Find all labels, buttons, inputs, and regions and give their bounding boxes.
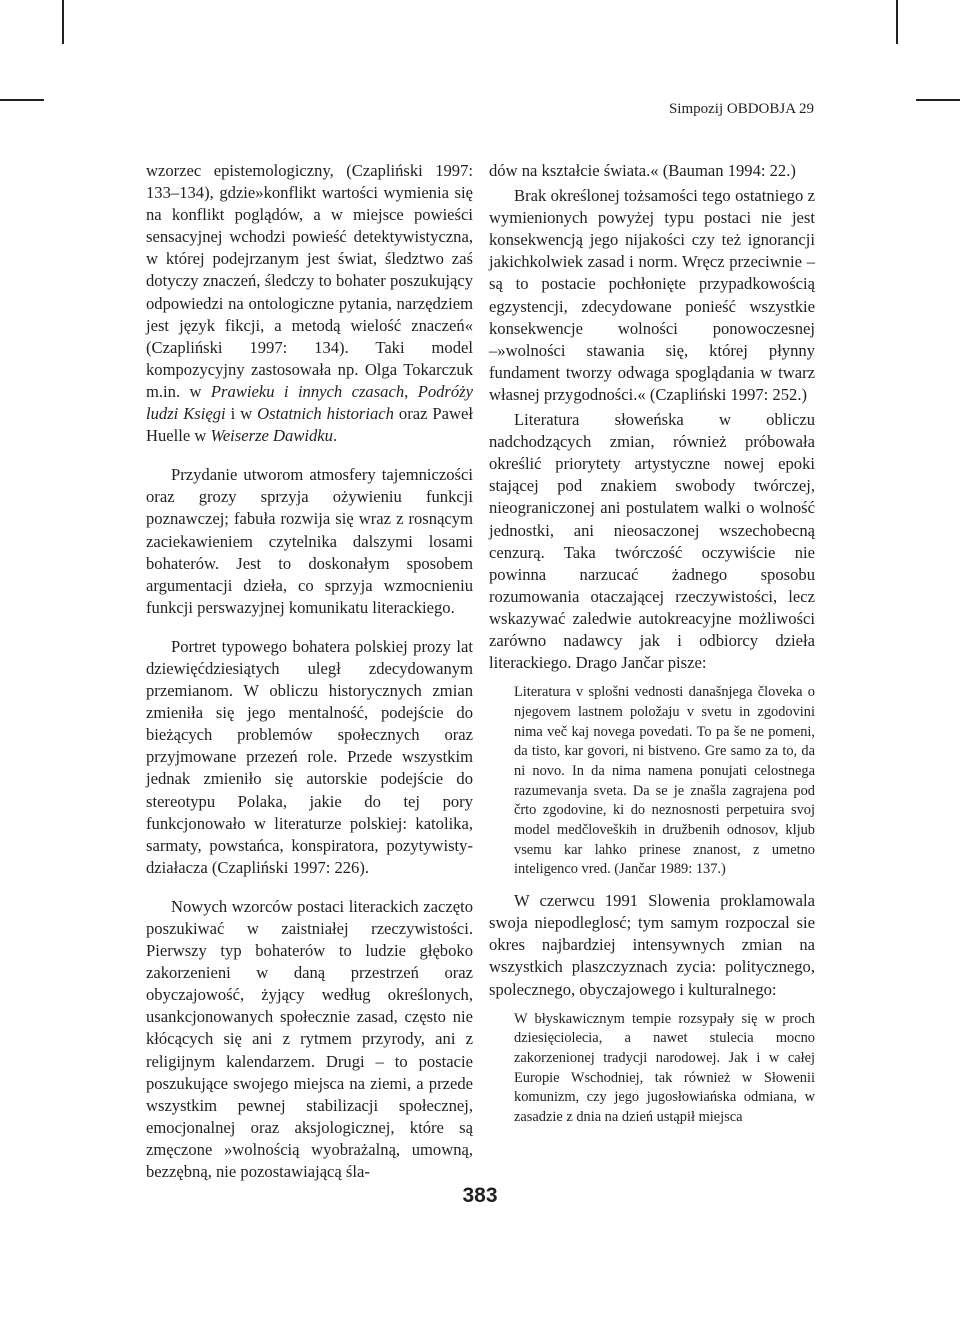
text-run: , bbox=[404, 381, 418, 401]
paragraph: Brak określonej tożsamości tego ostatniego z wymienionych powyżej typu postaci nie jest konsekwencją jego nijakości czy też ignorancji jakichkolwiek zasad i norm. Wręcz przeciwnie – są to postacie pochłonięte przypadkowością egzystencji, zdecydowane ponieść wszystkie konsekwencje wolności ponowoczesnej –»wolności stawania się, której płynny fundament tworzy odwaga spoglądania w twarz własnej przygodności.« (Czapliński 1997: 252.) bbox=[489, 186, 815, 404]
book-title: Ostatnich historiach bbox=[257, 404, 394, 424]
running-title: Simpozij OBDOBJA 29 bbox=[668, 101, 814, 117]
left-column bbox=[146, 160, 473, 1183]
paragraph bbox=[146, 160, 473, 447]
block-quote bbox=[514, 1010, 815, 1128]
book-title: Prawieku i innych czasach bbox=[210, 381, 405, 401]
paragraph: Portret typowego bohatera polskiej prozy lat dziewięćdziesiątych uległ zdecydowanym przemianom. W obliczu historycznych zmian zmieniła się jego mentalność, podejście do bieżących problemów społecznych oraz przyjmowane przezeń role. Przede wszystkim jednak zmieniło się autorskie podejście do stereotypu Polaka, jakie do tej pory funkcjonowało w literaturze polskiej: katolika, sarmaty, powstańca, konspiratora, pozytywisty-działacza (Czapliński 1997: 226). bbox=[146, 636, 473, 877]
block-quote bbox=[514, 683, 815, 880]
paragraph: W czerwcu 1991 Slowenia proklamowala swoja niepodleglosć; tym samym rozpoczal sie okres najbardziej intensywnych zmian na wszystkich plaszczyznach zycia: politycznego, spolecznego, obyczajowego i kulturalnego: bbox=[489, 891, 815, 999]
book-title: Weiserze Dawidku bbox=[210, 426, 333, 446]
quote-text: Literatura v splošni vednosti današnjega človeka o njegovem lastnem položaju v svetu in zgodovini nima več kaj novega povedati. To pa še ne pomeni, da tisto, kar govori, ni bistveno. Gre samo za to, da ni novo. In da nima namena ponujati celostnega razumevanja sveta. Da se je znašla zagrajena pod črto zgodovine, ki do neznosnosti perpetuira svoj model medčloveških in družbenih odnosov, kljub vsemu kar lahko prinese znanost, z umetno inteligenco vred. (Jančar 1989: 137.) bbox=[514, 684, 815, 878]
text-run: i w bbox=[225, 404, 258, 424]
crop-mark bbox=[0, 99, 44, 101]
paragraph: Literatura słoweńska w obliczu nadchodzących zmian, również próbowała określić priorytety artystyczne nowej epoki stającej pod znakiem swobody twórczej, nieograniczonej ani postulatem walki o wolność jednostki, ani nieosaczonej wszechobecną cenzurą. Taka twórczość oczywiście nie powinna narzucać żadnego sposobu rozumowania otaczającej rzeczywistości, lecz wskazywać zaledwie autokreacyjne możliwości zarówno nadawcy jak i odbiorcy dzieła literackiego. Drago Jančar pisze: bbox=[489, 410, 815, 673]
text-run: oraz Paweł Huelle w bbox=[146, 404, 473, 446]
crop-mark bbox=[916, 99, 960, 101]
text-run: . bbox=[332, 426, 338, 446]
right-column bbox=[489, 160, 815, 1138]
quote-text: W błyskawicznym tempie rozsypały się w proch dziesięciolecia, a nawet stulecia mocno zakorzenionej tradycji narodowej. Jak i w całej Europie Wschodniej, tak również w Słowenii komunizm, czy jego jugosłowiańska odmiana, w zasadzie z dnia na dzień ustąpił miejsca bbox=[514, 1010, 815, 1126]
book-title: Podróży ludzi Księgi bbox=[146, 381, 473, 424]
paragraph: dów na kształcie świata.« (Bauman 1994: 22.) bbox=[489, 161, 796, 180]
crop-mark bbox=[896, 0, 898, 44]
page-number: 383 bbox=[462, 1184, 498, 1207]
paragraph: Nowych wzorców postaci literackich zaczęto poszukiwać w zaistniałej rzeczywistości. Pierwszy typ bohaterów to ludzie głęboko zakorzenieni w daną przestrzeń oraz obyczajowość, żyjący według określonych, usankcjonowanych społecznie zasad, często nie kłócących się ani z rytmem przyrody, ani z religijnym kalendarzem. Drugi – to postacie poszukujące swojego miejsca na ziemi, a przede wszystkim pewnej stabilizacji społecznej, emocjonalnej oraz aksjologicznej, które są zmęczone »wolnością wyobrażalną, umowną, bezzębną, nie pozostawiającą śla- bbox=[146, 896, 473, 1182]
crop-mark bbox=[62, 0, 64, 44]
text-run: wzorzec epistemologiczny, (Czapliński 1997: 133–134), gdzie»konflikt wartości wymienia się na konflikt poglądów, a w miejsce powieści sensacyjnej wchodzi powieść detektywistyczna, w której podejrzanym jest świat, śledztwo zaś dotyczy znaczeń, śledczy to bohater poszukujący odpowiedzi na ontologiczne pytania, narzędziem jest język fikcji, a metodą wielość znaczeń« (Czapliński 1997: 134). Taki model kompozycyjny zastosowała np. Olga Tokarczuk m.in. w bbox=[146, 161, 473, 401]
paragraph: Przydanie utworom atmosfery tajemniczości oraz grozy sprzyja ożywieniu funkcji poznawczej; fabuła rozwija się wraz z rosnącym zaciekawieniem czytelnika dalszymi losami bohaterów. Jest to doskonałym sposobem argumentacji dzieła, co sprzyja wzmocnieniu funkcji perswazyjnej komunikatu literackiego. bbox=[146, 465, 473, 617]
